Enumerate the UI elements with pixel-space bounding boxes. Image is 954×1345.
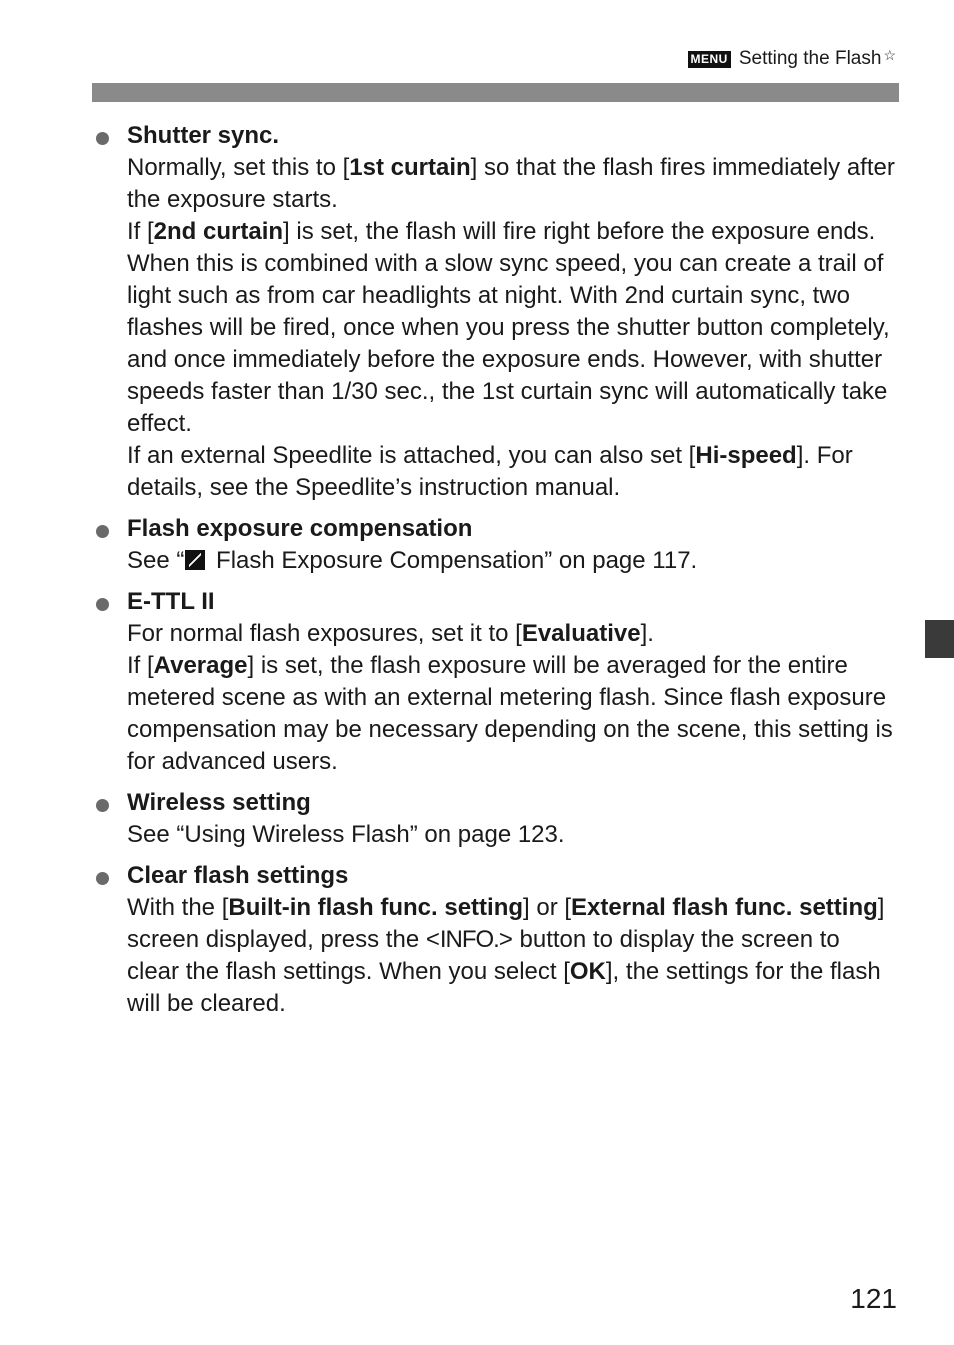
- paragraph: For normal flash exposures, set it to [Evaluative].: [127, 620, 654, 647]
- section-clear-flash-settings: [92, 860, 898, 1020]
- paragraph: Normally, set this to [1st curtain] so that the flash fires immediately after the exposure starts.: [127, 154, 895, 213]
- page-number: 121: [850, 1283, 897, 1314]
- bullet-icon: [96, 598, 109, 611]
- section-title: Shutter sync.: [127, 122, 280, 149]
- section-flash-exposure-compensation: [92, 513, 898, 577]
- section-e-ttl-ii: [92, 586, 898, 778]
- header-title: Setting the Flash: [738, 48, 882, 69]
- paragraph: See “ Flash Exposure Compensation” on page 117.: [127, 547, 698, 574]
- section-title: Clear flash settings: [127, 862, 349, 889]
- menu-icon: MENU: [688, 51, 731, 68]
- bullet-icon: [96, 132, 109, 145]
- section-title: E-TTL II: [127, 588, 215, 615]
- section-title: Wireless setting: [127, 789, 311, 816]
- bullet-icon: [96, 799, 109, 812]
- paragraph: See “Using Wireless Flash” on page 123.: [127, 821, 565, 848]
- paragraph: If an external Speedlite is attached, you can also set [Hi-speed]. For details, see the Speedlite’s instruction manual.: [127, 442, 853, 501]
- chapter-tab: [925, 620, 954, 658]
- flash-compensation-icon: [185, 550, 205, 570]
- bullet-icon: [96, 872, 109, 885]
- paragraph: With the [Built-in flash func. setting] or [External flash func. setting] screen displayed, press the <INFO.> button to display the screen to clear the flash settings. When you select [OK], the settings for the flash will be cleared.: [127, 894, 885, 1017]
- page-content: [92, 120, 898, 1029]
- paragraph: If [Average] is set, the flash exposure will be averaged for the entire metered scene as with an external metering flash. Since flash exposure compensation may be necessary depending on the scene, this setting is for advanced users.: [127, 652, 893, 775]
- bullet-icon: [96, 525, 109, 538]
- section-shutter-sync: [92, 120, 898, 504]
- star-icon: ☆: [883, 46, 896, 63]
- section-wireless-setting: [92, 787, 898, 851]
- section-title: Flash exposure compensation: [127, 515, 473, 542]
- header-rule: [92, 83, 899, 102]
- paragraph: If [2nd curtain] is set, the flash will fire right before the exposure ends. When this is combined with a slow sync speed, you can create a trail of light such as from car headlights at night. With 2nd curtain sync, two flashes will be fired, once when you press the shutter button completely, and once immediately before the exposure ends. However, with shutter speeds faster than 1/30 sec., the 1st curtain sync will automatically take effect.: [127, 218, 890, 437]
- info-button-icon: INFO.: [439, 926, 499, 953]
- running-header: [688, 48, 897, 70]
